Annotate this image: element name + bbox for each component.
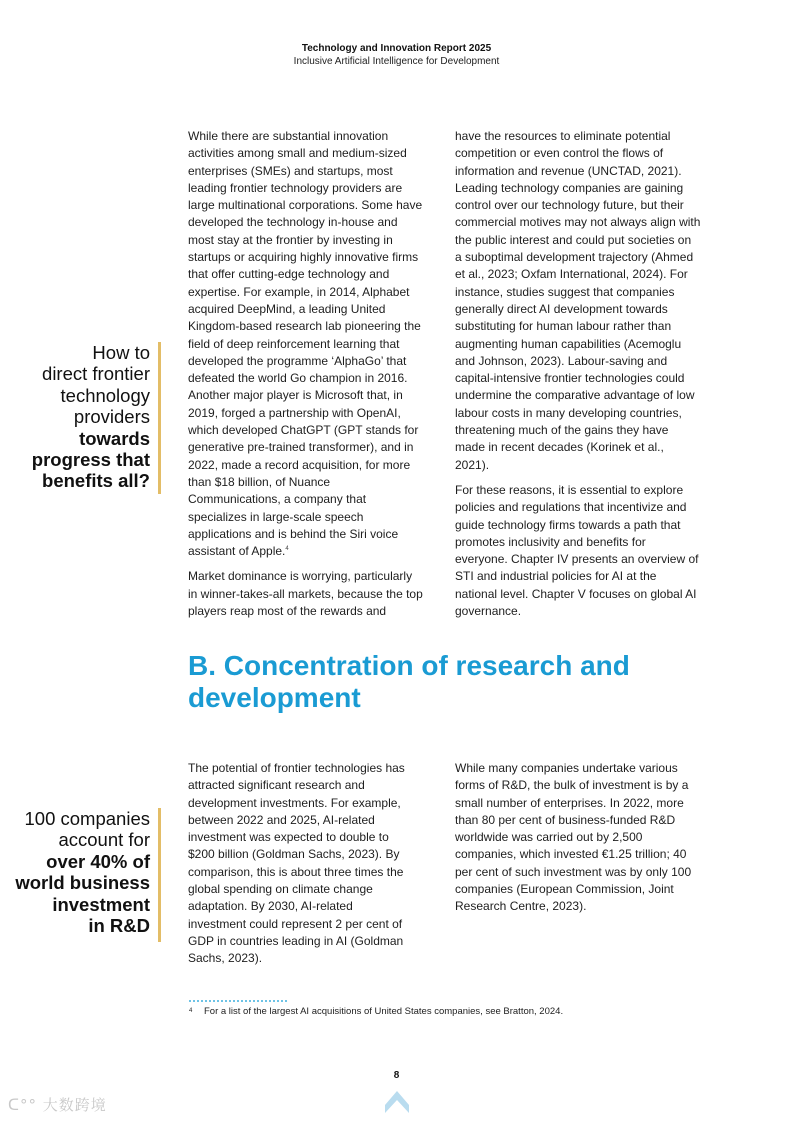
watermark [8, 1094, 107, 1115]
footnote [189, 1005, 563, 1018]
pull-quote-line-emphasis: investment [52, 893, 150, 915]
body-paragraph: While many companies undertake various forms of R&D, the bulk of investment is by a small number of enterprises. In 2022, more than 80 per cent of business-funded R&D worldwide was carried out by 2,500 companies, which invested €1.25 trillion; 40 per cent of such investment was by only 100 companies (European Commission, Joint Research Centre, 2023). [455, 761, 692, 914]
pull-quote-line-emphasis: over 40% of [46, 850, 150, 872]
pull-quote-line-emphasis: in R&D [88, 915, 150, 937]
pull-quote-frontier-providers [10, 342, 161, 494]
paragraph-text: While there are substantial innovation activities among small and medium-sized enterprises (SMEs) and startups, most leading frontier technology providers are large multinational corporations. Some have developed the technology in-house and most stay at the frontier by investing in startups or acquiring highly innovative firms that offer cutting-edge technology and expertise. For example, in 2014, Alphabet acquired DeepMind, a leading United Kingdom-based research lab pioneering the field of deep reinforcement learning that developed the programme ‘AlphaGo’ that defeated the world Go champion in 2016. Another major player is Microsoft that, in 2019, forged a partnership with OpenAI, which developed ChatGPT (GPT stands for generative pre-trained transformer), and in 2022, made a record acquisition, for more than $18 billion, of Nuance Communications, a company that specializes in large-scale speech applications and is behind the Siri voice assistant of Apple. [188, 129, 423, 559]
body-paragraph: have the resources to eliminate potential competition or even control the flows of information and revenue (UNCTAD, 2021). Leading technology companies are gaining control over our technology future, but their commercial motives may not always align with the public interest and could put societies on a suboptimal development trajectory (Ahmed et al., 2023; Oxfam International, 2024). For instance, studies suggest that companies generally direct AI development towards substituting for human labour rather than augmenting human capabilities (Acemoglu and Johnson, 2023). Labour-saving and capital-intensive frontier technologies could undermine the comparative advantage of low labour costs in many developing countries, threatening much of the gains they have made in recent decades (Korinek et al., 2021). [455, 129, 701, 472]
pull-quote-line: account for [58, 829, 150, 851]
report-title: Technology and Innovation Report 2025 [301, 43, 492, 54]
running-header [0, 42, 793, 68]
body-paragraph [188, 128, 424, 560]
pull-quote-line-emphasis: world business [15, 872, 150, 894]
pull-quote-rd-concentration [10, 808, 161, 942]
body-paragraph: For these reasons, it is essential to explore policies and regulations that incentivize and guide technology firms towards a path that promotes inclusivity and benefits for everyone. Chapter IV presents an overview of STI and industrial policies for AI at the national level. Chapter V focuses on global AI governance. [455, 482, 699, 619]
pull-quote-line: technology [60, 384, 150, 406]
up-chevron-icon[interactable] [384, 1089, 410, 1115]
footnote-text: For a list of the largest AI acquisitions of United States companies, see Bratton, 2024. [204, 1006, 564, 1017]
pull-quote-line-emphasis: benefits all? [42, 470, 150, 492]
footnote-ref[interactable]: 4 [285, 546, 289, 553]
footnote-divider [189, 1000, 287, 1002]
watermark-text: 大数跨境 [42, 1096, 107, 1114]
pull-quote-line: 100 companies [24, 808, 150, 829]
footnote-number: 4 [189, 1008, 193, 1014]
report-subtitle: Inclusive Artificial Intelligence for Development [293, 56, 500, 67]
section-b-left-column [188, 760, 406, 976]
body-paragraph: Market dominance is worrying, particularly in winner-takes-all markets, because the top players reap most of the rewards and [188, 569, 423, 619]
pull-quote-line-emphasis: progress that [31, 449, 150, 471]
pull-quote-line: How to [92, 342, 150, 363]
section-b-right-column [455, 760, 701, 924]
page-number: 8 [393, 1070, 400, 1081]
watermark-logo-icon: ᑕ°° [8, 1096, 37, 1114]
pull-quote-line-emphasis: towards [79, 427, 150, 449]
body-paragraph: The potential of frontier technologies has attracted significant research and development investments. For example, between 2022 and 2025, AI-related investment was expected to double to $200 billion (Goldman Sachs, 2023). By comparison, this is about three times the global spending on climate change adaptation. By 2030, AI-related investment could represent 2 per cent of GDP in countries leading in AI (Goldman Sachs, 2023). [188, 761, 405, 966]
section-a-right-column [455, 128, 701, 628]
section-heading: B. Concentration of research and development [188, 650, 630, 713]
pull-quote-line: direct frontier [42, 363, 150, 385]
pull-quote-line: providers [73, 406, 150, 428]
section-a-left-column [188, 128, 424, 628]
